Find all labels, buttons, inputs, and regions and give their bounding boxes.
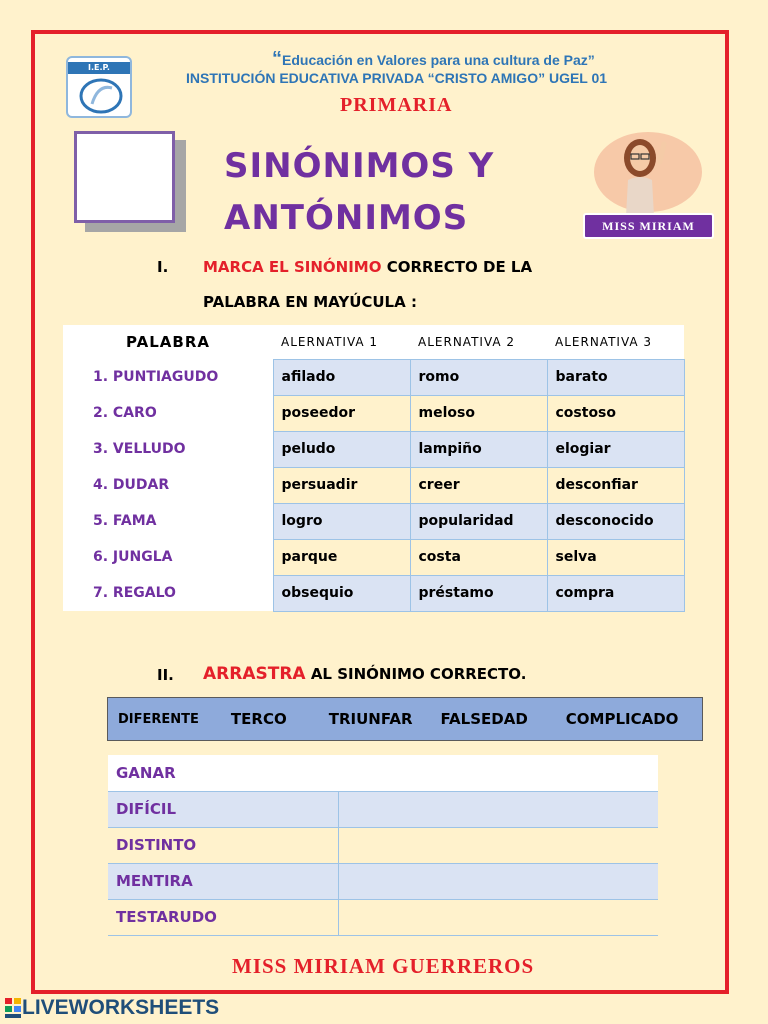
option-cell[interactable]: peludo (273, 431, 410, 467)
drop-zone[interactable] (338, 791, 658, 827)
option-cell[interactable]: meloso (410, 395, 547, 431)
column-header: ALERNATIVA 2 (410, 325, 547, 359)
word-cell: 4. DUDAR (63, 467, 273, 503)
drag-options-bar (107, 697, 703, 741)
word-cell: 2. CARO (63, 395, 273, 431)
table-row (108, 899, 658, 935)
watermark-text: LIVEWORKSHEETS (22, 996, 220, 1019)
option-cell[interactable]: préstamo (410, 575, 547, 611)
section-2-number: II. (157, 666, 174, 684)
option-cell[interactable]: persuadir (273, 467, 410, 503)
name-box (74, 131, 175, 223)
synonym-table (63, 325, 685, 612)
option-cell[interactable]: desconfiar (547, 467, 684, 503)
school-logo (66, 56, 132, 118)
option-cell[interactable]: logro (273, 503, 410, 539)
table-row (63, 359, 684, 395)
school-motto: “Educación en Valores para una cultura de Paz” (272, 48, 595, 70)
table-row (108, 863, 658, 899)
drag-option[interactable]: TRIUNFAR (328, 710, 413, 728)
drag-option[interactable]: DIFERENTE (118, 711, 199, 727)
drag-option[interactable]: FALSEDAD (440, 710, 528, 728)
drag-target-table (108, 755, 658, 936)
section-1-instruction-line2: PALABRA EN MAYÚCULA : (203, 293, 417, 311)
table-row (108, 827, 658, 863)
table-row (63, 575, 684, 611)
option-cell[interactable]: desconocido (547, 503, 684, 539)
logo-emblem-icon (68, 58, 132, 118)
table-header-row (63, 325, 684, 359)
table-row (108, 755, 658, 791)
section-2-instruction: ARRASTRA AL SINÓNIMO CORRECTO. (203, 664, 527, 684)
column-header: ALERNATIVA 1 (273, 325, 410, 359)
word-cell: 1. PUNTIAGUDO (63, 359, 273, 395)
option-cell[interactable]: costoso (547, 395, 684, 431)
column-header: ALERNATIVA 3 (547, 325, 684, 359)
worksheet-title (224, 140, 494, 244)
footer-author: MISS MIRIAM GUERREROS (232, 954, 535, 978)
school-level: PRIMARIA (340, 94, 453, 116)
option-cell[interactable]: parque (273, 539, 410, 575)
school-name: INSTITUCIÓN EDUCATIVA PRIVADA “CRISTO AMIGO” UGEL 01 (186, 70, 608, 86)
section-1-number: I. (157, 258, 169, 276)
option-cell[interactable]: obsequio (273, 575, 410, 611)
option-cell[interactable]: selva (547, 539, 684, 575)
option-cell[interactable]: creer (410, 467, 547, 503)
target-word: TESTARUDO (108, 899, 338, 935)
liveworksheets-watermark (4, 996, 219, 1020)
word-cell: 3. VELLUDO (63, 431, 273, 467)
target-word: MENTIRA (108, 863, 338, 899)
drag-option[interactable]: COMPLICADO (565, 710, 679, 728)
option-cell[interactable]: poseedor (273, 395, 410, 431)
section-1-instruction: MARCA EL SINÓNIMO CORRECTO DE LA (203, 258, 533, 276)
table-row (63, 539, 684, 575)
option-cell[interactable]: popularidad (410, 503, 547, 539)
drop-zone[interactable] (338, 899, 658, 935)
option-cell[interactable]: romo (410, 359, 547, 395)
liveworksheets-logo-icon (4, 997, 22, 1019)
target-word: DISTINTO (108, 827, 338, 863)
title-line-2: ANTÓNIMOS (224, 198, 469, 238)
word-cell: 6. JUNGLA (63, 539, 273, 575)
table-row (63, 395, 684, 431)
teacher-badge: MISS MIRIAM (583, 213, 714, 239)
option-cell[interactable]: lampiño (410, 431, 547, 467)
table-row (63, 467, 684, 503)
drag-option[interactable]: TERCO (230, 710, 287, 728)
option-cell[interactable]: afilado (273, 359, 410, 395)
logo-text: I.E.P. (88, 63, 110, 72)
drop-zone[interactable] (338, 827, 658, 863)
title-line-1: SINÓNIMOS Y (224, 146, 495, 186)
table-row (108, 791, 658, 827)
teacher-avatar-icon (590, 124, 706, 216)
word-cell: 7. REGALO (63, 575, 273, 611)
option-cell[interactable]: costa (410, 539, 547, 575)
word-cell: 5. FAMA (63, 503, 273, 539)
target-word: GANAR (108, 755, 338, 791)
option-cell[interactable]: elogiar (547, 431, 684, 467)
option-cell[interactable]: barato (547, 359, 684, 395)
drop-zone[interactable] (338, 755, 658, 791)
column-header: PALABRA (63, 325, 273, 359)
drop-zone[interactable] (338, 863, 658, 899)
target-word: DIFÍCIL (108, 791, 338, 827)
option-cell[interactable]: compra (547, 575, 684, 611)
table-row (63, 431, 684, 467)
table-row (63, 503, 684, 539)
